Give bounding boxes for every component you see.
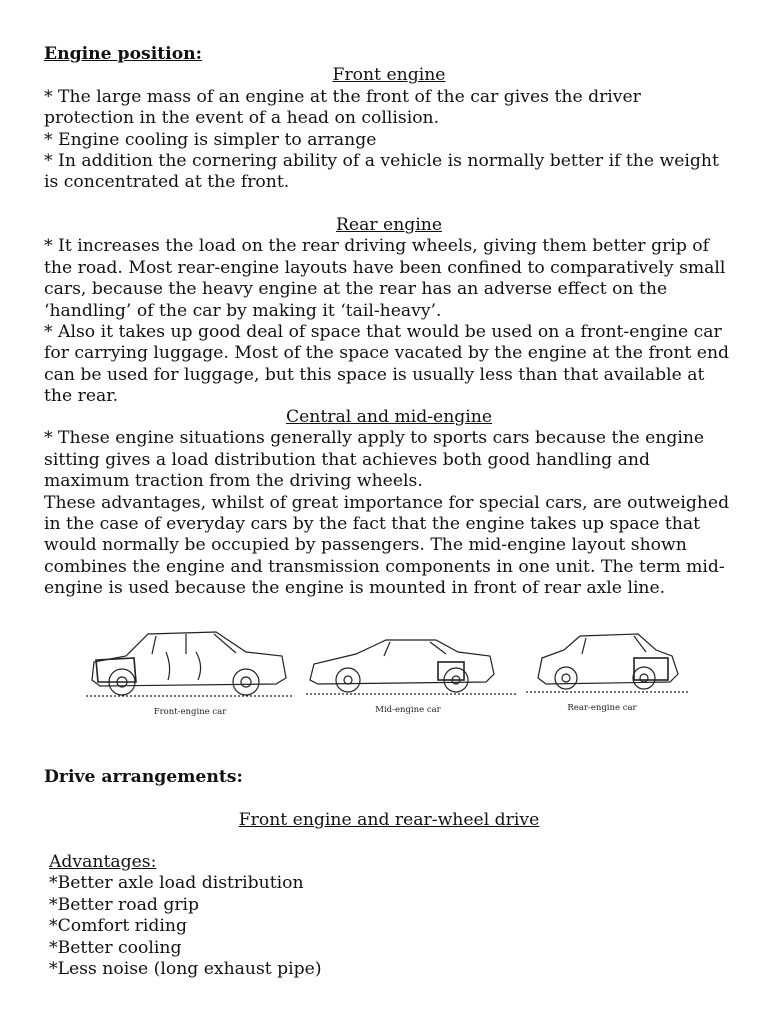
car-diagrams [86, 622, 696, 722]
caption-front-engine-car: Front-engine car [153, 707, 227, 717]
subheading-front-engine-rear-wheel-drive: Front engine and rear-wheel drive [238, 810, 540, 830]
front-engine-point-3: * In addition the cornering ability of a vehicle is normally better if the weight is concentrated at the front. [44, 151, 719, 193]
front-engine-point-1: * The large mass of an engine at the front of the car gives the driver protection in the event of a head on collision. [44, 86, 641, 129]
mid-engine-point-1: * These engine situations generally apply to sports cars because the engine sitting gives a load distribution that achieves both good handling and maximum traction from the driving wheels. [44, 428, 705, 492]
front-engine-car-drawing [86, 632, 292, 696]
subheading-front-engine: Front engine [332, 65, 446, 86]
advantages-label: Advantages: [49, 852, 157, 872]
rear-engine-point-1: * It increases the load on the rear driving wheels, giving them better grip of the road. Most rear-engine layouts have been confined to comparatively small cars, because the heavy engine at the rear has an adverse effect on the ‘handling’ of the car by making it ‘tail-heavy’. [44, 236, 726, 321]
subheading-rear-engine: Rear engine [335, 215, 443, 235]
mid-engine-paragraph-2: These advantages, whilst of great importance for special cars, are outweighed in the case of everyday cars by the fact that the engine takes up space that would normally be occupied by passengers. The mid-engine layout shown combines the engine and transmission components in one unit. The term mid-engine is used because the engine is mounted in front of rear axle line. [44, 492, 730, 599]
engine-position-section [44, 44, 734, 194]
caption-mid-engine-car: Mid-engine car [375, 705, 441, 715]
advantage-item-3: *Comfort riding [49, 916, 187, 937]
drive-arrangements-section [44, 767, 734, 788]
subheading-mid-engine: Central and mid-engine [285, 407, 493, 427]
rear-engine-car-drawing [526, 634, 690, 692]
advantage-item-5: *Less noise (long exhaust pipe) [49, 959, 322, 980]
caption-rear-engine-car: Rear-engine car [567, 703, 637, 713]
drive-subsection [44, 810, 734, 831]
advantage-item-4: *Better cooling [49, 937, 182, 958]
advantage-item-2: *Better road grip [49, 894, 200, 915]
section-heading-drive-arrangements: Drive arrangements: [44, 767, 243, 787]
section-heading-engine-position: Engine position: [44, 44, 203, 64]
rear-engine-section [44, 215, 734, 408]
mid-engine-section [44, 407, 734, 600]
front-engine-point-2: * Engine cooling is simpler to arrange [44, 129, 377, 150]
advantages-list [49, 852, 739, 980]
engine-layout-figure [86, 622, 696, 722]
rear-engine-point-2: * Also it takes up good deal of space that would be used on a front-engine car for carrying luggage. Most of the space vacated by the engine at the front end can be used for luggage, but this space is usually less than that available at the rear. [44, 322, 730, 407]
mid-engine-car-drawing [306, 640, 518, 694]
advantage-item-1: *Better axle load distribution [49, 873, 304, 894]
